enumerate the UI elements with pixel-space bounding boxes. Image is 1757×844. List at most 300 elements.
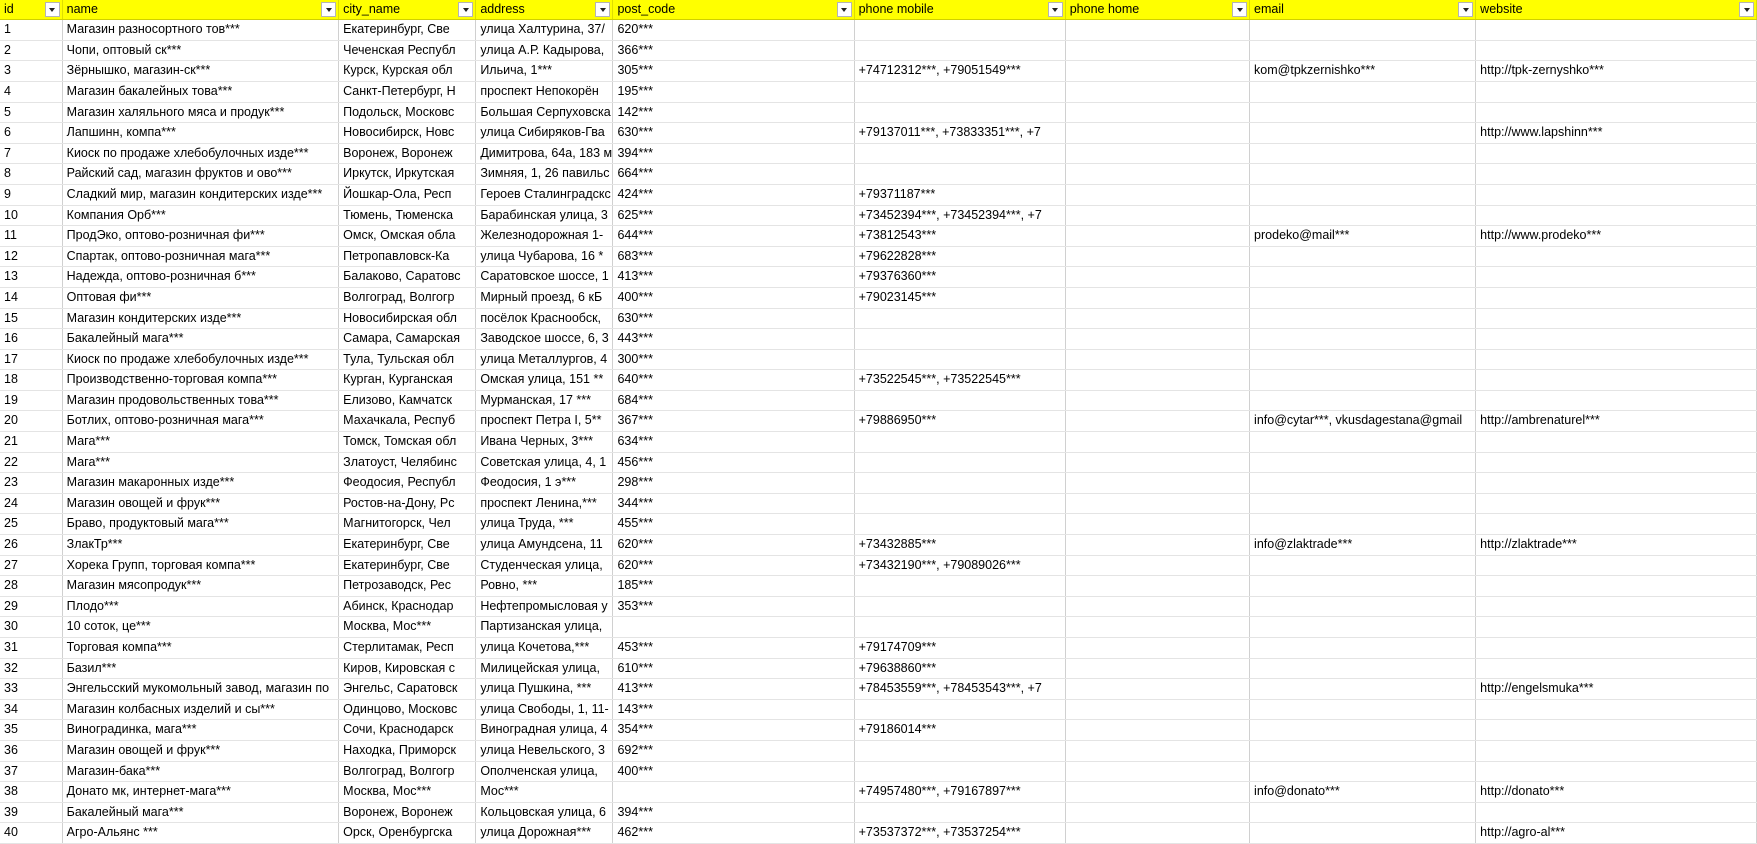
cell-email[interactable] <box>1250 123 1476 144</box>
cell-post_code[interactable]: 620*** <box>613 535 854 556</box>
cell-post_code[interactable] <box>613 617 854 638</box>
cell-address[interactable]: Димитрова, 64а, 183 м <box>476 143 613 164</box>
cell-phone_home[interactable] <box>1065 411 1249 432</box>
table-row[interactable] <box>0 287 1757 308</box>
table-row[interactable] <box>0 184 1757 205</box>
table-row[interactable] <box>0 164 1757 185</box>
cell-id[interactable]: 19 <box>0 390 62 411</box>
cell-address[interactable]: Ильича, 1*** <box>476 61 613 82</box>
table-row[interactable] <box>0 102 1757 123</box>
cell-phone_mobile[interactable] <box>854 349 1065 370</box>
cell-name[interactable]: Лапшинн, компа*** <box>62 123 338 144</box>
cell-address[interactable]: Милицейская улица, <box>476 658 613 679</box>
table-row[interactable] <box>0 226 1757 247</box>
cell-id[interactable]: 26 <box>0 535 62 556</box>
cell-phone_mobile[interactable] <box>854 432 1065 453</box>
cell-email[interactable] <box>1250 267 1476 288</box>
cell-phone_mobile[interactable]: +79886950*** <box>854 411 1065 432</box>
cell-phone_mobile[interactable] <box>854 81 1065 102</box>
cell-website[interactable]: http://tpk-zernyshko*** <box>1476 61 1757 82</box>
cell-post_code[interactable]: 185*** <box>613 576 854 597</box>
cell-id[interactable]: 17 <box>0 349 62 370</box>
cell-name[interactable]: Хорека Групп, торговая компа*** <box>62 555 338 576</box>
cell-city_name[interactable]: Москва, Мос*** <box>339 617 476 638</box>
table-row[interactable] <box>0 638 1757 659</box>
cell-phone_mobile[interactable]: +79638860*** <box>854 658 1065 679</box>
cell-website[interactable]: http://engelsmuka*** <box>1476 679 1757 700</box>
cell-post_code[interactable]: 684*** <box>613 390 854 411</box>
cell-website[interactable] <box>1476 390 1757 411</box>
cell-phone_home[interactable] <box>1065 740 1249 761</box>
cell-phone_mobile[interactable]: +73452394***, +73452394***, +7 <box>854 205 1065 226</box>
cell-phone_home[interactable] <box>1065 246 1249 267</box>
cell-website[interactable] <box>1476 205 1757 226</box>
cell-city_name[interactable]: Орск, Оренбургска <box>339 823 476 844</box>
cell-website[interactable] <box>1476 308 1757 329</box>
cell-post_code[interactable]: 644*** <box>613 226 854 247</box>
cell-post_code[interactable]: 354*** <box>613 720 854 741</box>
cell-id[interactable]: 18 <box>0 370 62 391</box>
cell-website[interactable]: http://donato*** <box>1476 782 1757 803</box>
cell-phone_mobile[interactable] <box>854 102 1065 123</box>
cell-address[interactable]: Мос*** <box>476 782 613 803</box>
table-row[interactable] <box>0 782 1757 803</box>
cell-address[interactable]: улица Свободы, 1, 11- <box>476 699 613 720</box>
cell-name[interactable]: Донато мк, интернет-мага*** <box>62 782 338 803</box>
cell-email[interactable] <box>1250 20 1476 41</box>
cell-website[interactable] <box>1476 349 1757 370</box>
cell-name[interactable]: Райский сад, магазин фруктов и ово*** <box>62 164 338 185</box>
cell-name[interactable]: Виноградинка, мага*** <box>62 720 338 741</box>
cell-post_code[interactable]: 366*** <box>613 40 854 61</box>
cell-email[interactable]: prodeko@mail*** <box>1250 226 1476 247</box>
table-row[interactable] <box>0 761 1757 782</box>
filter-dropdown-icon[interactable] <box>1458 2 1473 17</box>
cell-address[interactable]: улица Невельского, 3 <box>476 740 613 761</box>
cell-address[interactable]: улица Чубарова, 16 * <box>476 246 613 267</box>
cell-post_code[interactable]: 620*** <box>613 20 854 41</box>
cell-phone_mobile[interactable]: +79622828*** <box>854 246 1065 267</box>
cell-id[interactable]: 31 <box>0 638 62 659</box>
cell-id[interactable]: 32 <box>0 658 62 679</box>
cell-website[interactable] <box>1476 81 1757 102</box>
cell-phone_home[interactable] <box>1065 452 1249 473</box>
cell-city_name[interactable]: Чеченская Республ <box>339 40 476 61</box>
cell-id[interactable]: 28 <box>0 576 62 597</box>
cell-address[interactable]: проспект Петра I, 5** <box>476 411 613 432</box>
cell-phone_mobile[interactable] <box>854 308 1065 329</box>
cell-phone_mobile[interactable] <box>854 802 1065 823</box>
cell-name[interactable]: Магазин овощей и фрук*** <box>62 740 338 761</box>
cell-address[interactable]: Феодосия, 1 э*** <box>476 473 613 494</box>
cell-email[interactable] <box>1250 246 1476 267</box>
cell-email[interactable] <box>1250 143 1476 164</box>
cell-city_name[interactable]: Подольск, Московс <box>339 102 476 123</box>
cell-website[interactable] <box>1476 287 1757 308</box>
table-row[interactable] <box>0 679 1757 700</box>
cell-phone_home[interactable] <box>1065 226 1249 247</box>
table-row[interactable] <box>0 40 1757 61</box>
cell-city_name[interactable]: Златоуст, Челябинс <box>339 452 476 473</box>
cell-phone_mobile[interactable] <box>854 164 1065 185</box>
cell-post_code[interactable]: 640*** <box>613 370 854 391</box>
cell-phone_mobile[interactable] <box>854 493 1065 514</box>
cell-city_name[interactable]: Тюмень, Тюменска <box>339 205 476 226</box>
cell-city_name[interactable]: Екатеринбург, Све <box>339 20 476 41</box>
cell-city_name[interactable]: Петрозаводск, Рес <box>339 576 476 597</box>
cell-website[interactable] <box>1476 432 1757 453</box>
cell-post_code[interactable]: 298*** <box>613 473 854 494</box>
table-row[interactable] <box>0 370 1757 391</box>
cell-name[interactable]: Магазин кондитерских изде*** <box>62 308 338 329</box>
filter-dropdown-icon[interactable] <box>1232 2 1247 17</box>
cell-phone_home[interactable] <box>1065 205 1249 226</box>
cell-phone_home[interactable] <box>1065 638 1249 659</box>
cell-id[interactable]: 34 <box>0 699 62 720</box>
cell-website[interactable] <box>1476 493 1757 514</box>
table-row[interactable] <box>0 411 1757 432</box>
cell-post_code[interactable]: 400*** <box>613 287 854 308</box>
cell-website[interactable] <box>1476 20 1757 41</box>
cell-post_code[interactable]: 630*** <box>613 123 854 144</box>
cell-id[interactable]: 12 <box>0 246 62 267</box>
cell-city_name[interactable]: Махачкала, Респуб <box>339 411 476 432</box>
cell-name[interactable]: Бакалейный мага*** <box>62 329 338 350</box>
cell-phone_mobile[interactable]: +78453559***, +78453543***, +7 <box>854 679 1065 700</box>
column-header-name[interactable] <box>62 0 338 20</box>
cell-phone_home[interactable] <box>1065 493 1249 514</box>
column-header-city_name[interactable] <box>339 0 476 20</box>
cell-post_code[interactable]: 456*** <box>613 452 854 473</box>
cell-phone_home[interactable] <box>1065 370 1249 391</box>
cell-id[interactable]: 40 <box>0 823 62 844</box>
cell-name[interactable]: Браво, продуктовый мага*** <box>62 514 338 535</box>
cell-phone_mobile[interactable] <box>854 40 1065 61</box>
cell-website[interactable]: http://www.lapshinn*** <box>1476 123 1757 144</box>
table-row[interactable] <box>0 823 1757 844</box>
cell-city_name[interactable]: Новосибирская обл <box>339 308 476 329</box>
cell-phone_mobile[interactable]: +74957480***, +79167897*** <box>854 782 1065 803</box>
cell-name[interactable]: Энгельсский мукомольный завод, магазин по <box>62 679 338 700</box>
cell-post_code[interactable]: 300*** <box>613 349 854 370</box>
cell-address[interactable]: улица Кочетова,*** <box>476 638 613 659</box>
cell-phone_home[interactable] <box>1065 802 1249 823</box>
cell-email[interactable] <box>1250 555 1476 576</box>
cell-phone_home[interactable] <box>1065 61 1249 82</box>
cell-phone_home[interactable] <box>1065 164 1249 185</box>
cell-address[interactable]: Большая Серпуховска <box>476 102 613 123</box>
cell-email[interactable] <box>1250 205 1476 226</box>
cell-website[interactable] <box>1476 452 1757 473</box>
cell-email[interactable] <box>1250 432 1476 453</box>
cell-city_name[interactable]: Елизово, Камчатск <box>339 390 476 411</box>
cell-id[interactable]: 13 <box>0 267 62 288</box>
cell-name[interactable]: ПродЭко, оптово-розничная фи*** <box>62 226 338 247</box>
cell-city_name[interactable]: Балаково, Саратовс <box>339 267 476 288</box>
cell-city_name[interactable]: Самара, Самарская <box>339 329 476 350</box>
cell-phone_home[interactable] <box>1065 617 1249 638</box>
cell-name[interactable]: Плодо*** <box>62 596 338 617</box>
cell-phone_home[interactable] <box>1065 555 1249 576</box>
cell-email[interactable] <box>1250 452 1476 473</box>
cell-city_name[interactable]: Санкт-Петербург, Н <box>339 81 476 102</box>
cell-website[interactable] <box>1476 555 1757 576</box>
cell-city_name[interactable]: Абинск, Краснодар <box>339 596 476 617</box>
cell-phone_mobile[interactable] <box>854 329 1065 350</box>
table-row[interactable] <box>0 740 1757 761</box>
cell-website[interactable] <box>1476 576 1757 597</box>
cell-phone_mobile[interactable] <box>854 514 1065 535</box>
cell-phone_home[interactable] <box>1065 432 1249 453</box>
cell-website[interactable] <box>1476 370 1757 391</box>
cell-city_name[interactable]: Одинцово, Московс <box>339 699 476 720</box>
cell-website[interactable] <box>1476 699 1757 720</box>
table-row[interactable] <box>0 493 1757 514</box>
cell-phone_home[interactable] <box>1065 699 1249 720</box>
table-row[interactable] <box>0 432 1757 453</box>
cell-address[interactable]: проспект Непокорён <box>476 81 613 102</box>
cell-city_name[interactable]: Сочи, Краснодарск <box>339 720 476 741</box>
cell-address[interactable]: улица А.Р. Кадырова, <box>476 40 613 61</box>
cell-post_code[interactable]: 625*** <box>613 205 854 226</box>
cell-name[interactable]: Торговая компа*** <box>62 638 338 659</box>
cell-address[interactable]: Заводское шоссе, 6, 3 <box>476 329 613 350</box>
cell-email[interactable] <box>1250 164 1476 185</box>
cell-website[interactable] <box>1476 329 1757 350</box>
cell-email[interactable] <box>1250 596 1476 617</box>
cell-name[interactable]: 10 соток, це*** <box>62 617 338 638</box>
cell-phone_mobile[interactable]: +79023145*** <box>854 287 1065 308</box>
cell-post_code[interactable]: 394*** <box>613 143 854 164</box>
cell-name[interactable]: Чопи, оптовый ск*** <box>62 40 338 61</box>
cell-phone_home[interactable] <box>1065 20 1249 41</box>
cell-email[interactable] <box>1250 287 1476 308</box>
cell-id[interactable]: 29 <box>0 596 62 617</box>
cell-phone_mobile[interactable]: +73432885*** <box>854 535 1065 556</box>
cell-website[interactable] <box>1476 740 1757 761</box>
cell-email[interactable] <box>1250 81 1476 102</box>
cell-website[interactable] <box>1476 164 1757 185</box>
cell-post_code[interactable]: 344*** <box>613 493 854 514</box>
cell-website[interactable] <box>1476 596 1757 617</box>
column-header-website[interactable] <box>1476 0 1757 20</box>
table-row[interactable] <box>0 143 1757 164</box>
cell-email[interactable] <box>1250 823 1476 844</box>
cell-city_name[interactable]: Новосибирск, Новс <box>339 123 476 144</box>
cell-city_name[interactable]: Петропавловск-Ка <box>339 246 476 267</box>
cell-phone_home[interactable] <box>1065 349 1249 370</box>
cell-post_code[interactable]: 443*** <box>613 329 854 350</box>
cell-id[interactable]: 4 <box>0 81 62 102</box>
cell-id[interactable]: 36 <box>0 740 62 761</box>
filter-dropdown-icon[interactable] <box>458 2 473 17</box>
table-row[interactable] <box>0 390 1757 411</box>
cell-name[interactable]: Магазин мясопродук*** <box>62 576 338 597</box>
table-row[interactable] <box>0 329 1757 350</box>
cell-address[interactable]: улица Халтурина, 37/ <box>476 20 613 41</box>
cell-address[interactable]: Мурманская, 17 *** <box>476 390 613 411</box>
cell-website[interactable] <box>1476 184 1757 205</box>
cell-website[interactable] <box>1476 720 1757 741</box>
cell-email[interactable]: kom@tpkzernishko*** <box>1250 61 1476 82</box>
cell-website[interactable] <box>1476 267 1757 288</box>
cell-phone_mobile[interactable]: +79376360*** <box>854 267 1065 288</box>
cell-post_code[interactable]: 413*** <box>613 679 854 700</box>
cell-website[interactable] <box>1476 514 1757 535</box>
cell-website[interactable]: http://agro-al*** <box>1476 823 1757 844</box>
cell-post_code[interactable]: 400*** <box>613 761 854 782</box>
cell-id[interactable]: 22 <box>0 452 62 473</box>
cell-website[interactable] <box>1476 102 1757 123</box>
cell-city_name[interactable]: Воронеж, Воронеж <box>339 143 476 164</box>
cell-name[interactable]: Агро-Альянс *** <box>62 823 338 844</box>
cell-email[interactable] <box>1250 329 1476 350</box>
cell-post_code[interactable]: 424*** <box>613 184 854 205</box>
cell-post_code[interactable]: 353*** <box>613 596 854 617</box>
cell-phone_mobile[interactable] <box>854 452 1065 473</box>
cell-website[interactable] <box>1476 617 1757 638</box>
cell-name[interactable]: Сладкий мир, магазин кондитерских изде*** <box>62 184 338 205</box>
cell-email[interactable] <box>1250 473 1476 494</box>
cell-id[interactable]: 5 <box>0 102 62 123</box>
cell-website[interactable] <box>1476 473 1757 494</box>
cell-phone_mobile[interactable] <box>854 761 1065 782</box>
cell-address[interactable]: Ивана Черных, 3*** <box>476 432 613 453</box>
cell-id[interactable]: 8 <box>0 164 62 185</box>
cell-email[interactable] <box>1250 679 1476 700</box>
cell-post_code[interactable]: 413*** <box>613 267 854 288</box>
cell-phone_mobile[interactable]: +73522545***, +73522545*** <box>854 370 1065 391</box>
cell-address[interactable]: посёлок Краснообск, <box>476 308 613 329</box>
cell-email[interactable]: info@cytar***, vkusdagestana@gmail <box>1250 411 1476 432</box>
cell-email[interactable] <box>1250 699 1476 720</box>
cell-address[interactable]: Ополченская улица, <box>476 761 613 782</box>
cell-email[interactable] <box>1250 370 1476 391</box>
cell-website[interactable] <box>1476 761 1757 782</box>
cell-email[interactable] <box>1250 740 1476 761</box>
filter-dropdown-icon[interactable] <box>1739 2 1754 17</box>
cell-address[interactable]: Ровно, *** <box>476 576 613 597</box>
cell-email[interactable] <box>1250 40 1476 61</box>
cell-phone_mobile[interactable]: +79174709*** <box>854 638 1065 659</box>
cell-city_name[interactable]: Москва, Мос*** <box>339 782 476 803</box>
cell-id[interactable]: 30 <box>0 617 62 638</box>
cell-website[interactable]: http://zlaktrade*** <box>1476 535 1757 556</box>
filter-dropdown-icon[interactable] <box>837 2 852 17</box>
cell-id[interactable]: 14 <box>0 287 62 308</box>
table-row[interactable] <box>0 802 1757 823</box>
cell-id[interactable]: 7 <box>0 143 62 164</box>
cell-id[interactable]: 20 <box>0 411 62 432</box>
cell-name[interactable]: Бакалейный мага*** <box>62 802 338 823</box>
cell-name[interactable]: Спартак, оптово-розничная мага*** <box>62 246 338 267</box>
cell-post_code[interactable]: 195*** <box>613 81 854 102</box>
column-header-phone_home[interactable] <box>1065 0 1249 20</box>
cell-address[interactable]: улица Металлургов, 4 <box>476 349 613 370</box>
cell-phone_home[interactable] <box>1065 143 1249 164</box>
cell-phone_home[interactable] <box>1065 679 1249 700</box>
cell-address[interactable]: Студенческая улица, <box>476 555 613 576</box>
cell-email[interactable] <box>1250 761 1476 782</box>
cell-post_code[interactable]: 455*** <box>613 514 854 535</box>
cell-city_name[interactable]: Екатеринбург, Све <box>339 555 476 576</box>
cell-city_name[interactable]: Курган, Курганская <box>339 370 476 391</box>
cell-phone_home[interactable] <box>1065 535 1249 556</box>
cell-email[interactable] <box>1250 102 1476 123</box>
cell-name[interactable]: Магазин овощей и фрук*** <box>62 493 338 514</box>
cell-city_name[interactable]: Екатеринбург, Све <box>339 535 476 556</box>
cell-city_name[interactable]: Волгоград, Волгогр <box>339 287 476 308</box>
cell-phone_home[interactable] <box>1065 308 1249 329</box>
cell-city_name[interactable]: Курск, Курская обл <box>339 61 476 82</box>
cell-phone_home[interactable] <box>1065 287 1249 308</box>
cell-post_code[interactable] <box>613 782 854 803</box>
cell-post_code[interactable]: 620*** <box>613 555 854 576</box>
cell-name[interactable]: Мага*** <box>62 452 338 473</box>
cell-id[interactable]: 24 <box>0 493 62 514</box>
cell-website[interactable] <box>1476 246 1757 267</box>
table-row[interactable] <box>0 720 1757 741</box>
table-row[interactable] <box>0 658 1757 679</box>
column-header-phone_mobile[interactable] <box>854 0 1065 20</box>
cell-email[interactable] <box>1250 802 1476 823</box>
cell-email[interactable] <box>1250 638 1476 659</box>
cell-address[interactable]: Железнодорожная 1- <box>476 226 613 247</box>
cell-address[interactable]: Советская улица, 4, 1 <box>476 452 613 473</box>
cell-post_code[interactable]: 462*** <box>613 823 854 844</box>
cell-id[interactable]: 37 <box>0 761 62 782</box>
filter-dropdown-icon[interactable] <box>321 2 336 17</box>
cell-website[interactable] <box>1476 40 1757 61</box>
cell-email[interactable]: info@zlaktrade*** <box>1250 535 1476 556</box>
cell-city_name[interactable]: Томск, Томская обл <box>339 432 476 453</box>
cell-address[interactable]: улица Амундсена, 11 <box>476 535 613 556</box>
cell-name[interactable]: Магазин продовольственных това*** <box>62 390 338 411</box>
cell-phone_home[interactable] <box>1065 823 1249 844</box>
cell-id[interactable]: 38 <box>0 782 62 803</box>
table-row[interactable] <box>0 308 1757 329</box>
cell-website[interactable] <box>1476 658 1757 679</box>
cell-address[interactable]: Кольцовская улица, 6 <box>476 802 613 823</box>
cell-email[interactable] <box>1250 184 1476 205</box>
table-row[interactable] <box>0 123 1757 144</box>
table-row[interactable] <box>0 699 1757 720</box>
cell-phone_home[interactable] <box>1065 123 1249 144</box>
cell-phone_home[interactable] <box>1065 329 1249 350</box>
cell-post_code[interactable]: 664*** <box>613 164 854 185</box>
cell-phone_home[interactable] <box>1065 576 1249 597</box>
cell-city_name[interactable]: Магнитогорск, Чел <box>339 514 476 535</box>
cell-id[interactable]: 23 <box>0 473 62 494</box>
cell-name[interactable]: Надежда, оптово-розничная б*** <box>62 267 338 288</box>
cell-phone_mobile[interactable]: +79371187*** <box>854 184 1065 205</box>
cell-id[interactable]: 21 <box>0 432 62 453</box>
cell-phone_home[interactable] <box>1065 81 1249 102</box>
cell-address[interactable]: проспект Ленина,*** <box>476 493 613 514</box>
cell-phone_mobile[interactable] <box>854 596 1065 617</box>
cell-phone_home[interactable] <box>1065 184 1249 205</box>
cell-city_name[interactable]: Киров, Кировская с <box>339 658 476 679</box>
cell-id[interactable]: 10 <box>0 205 62 226</box>
cell-id[interactable]: 3 <box>0 61 62 82</box>
cell-name[interactable]: Оптовая фи*** <box>62 287 338 308</box>
table-row[interactable] <box>0 61 1757 82</box>
filter-dropdown-icon[interactable] <box>45 2 60 17</box>
cell-id[interactable]: 6 <box>0 123 62 144</box>
cell-website[interactable]: http://www.prodeko*** <box>1476 226 1757 247</box>
cell-phone_mobile[interactable] <box>854 617 1065 638</box>
cell-phone_home[interactable] <box>1065 514 1249 535</box>
